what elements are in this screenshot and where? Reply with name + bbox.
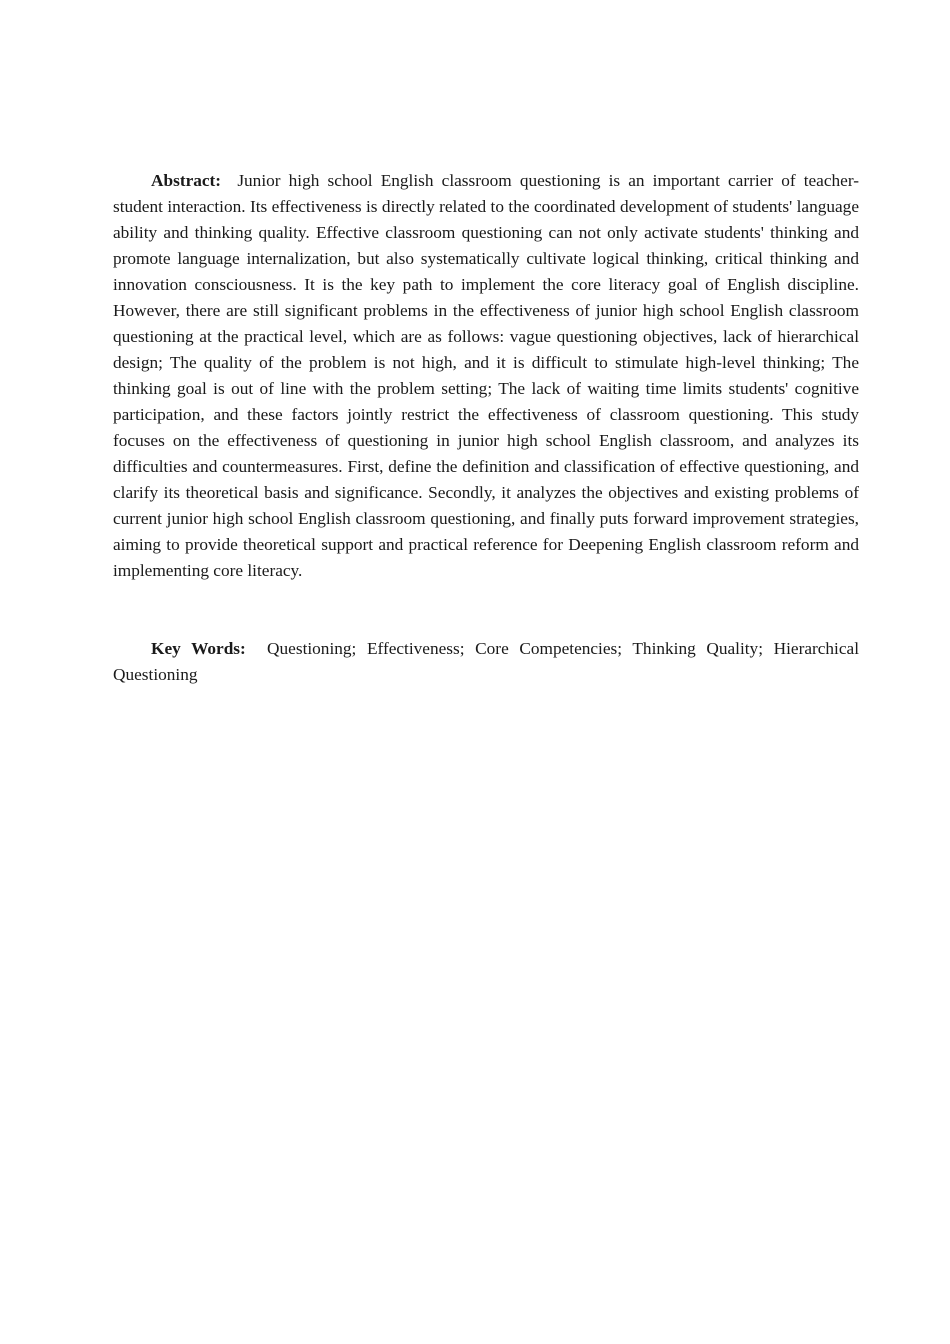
document-page [113,168,859,688]
keywords-label: Key Words: [151,639,246,658]
keywords-text: Questioning; Effectiveness; Core Competencies; Thinking Quality; Hierarchical Questioning [113,639,859,684]
abstract-label: Abstract: [151,171,222,190]
abstract-text: Junior high school English classroom questioning is an important carrier of teacher-student interaction. Its effectiveness is directly related to the coordinated development of students' language ability and thinking quality. Effective classroom questioning can not only activate students' thinking and promote language internalization, but also systematically cultivate logical thinking, critical thinking and innovation consciousness. It is the key path to implement the core literacy goal of English discipline. However, there are still significant problems in the effectiveness of junior high school English classroom questioning at the practical level, which are as follows: vague questioning objectives, lack of hierarchical design; The quality of the problem is not high, and it is difficult to stimulate high-level thinking; The thinking goal is out of line with the problem setting; The lack of waiting time limits students' cognitive participation, and these factors jointly restrict the effectiveness of classroom questioning. This study focuses on the effectiveness of questioning in junior high school English classroom, and analyzes its difficulties and countermeasures. First, define the definition and classification of effective questioning, and clarify its theoretical basis and significance. Secondly, it analyzes the objectives and existing problems of current junior high school English classroom questioning, and finally puts forward improvement strategies, aiming to provide theoretical support and practical reference for Deepening English classroom reform and implementing core literacy. [113,171,859,580]
section-spacer [113,584,859,636]
abstract-paragraph [113,168,859,584]
keywords-paragraph [113,636,859,688]
